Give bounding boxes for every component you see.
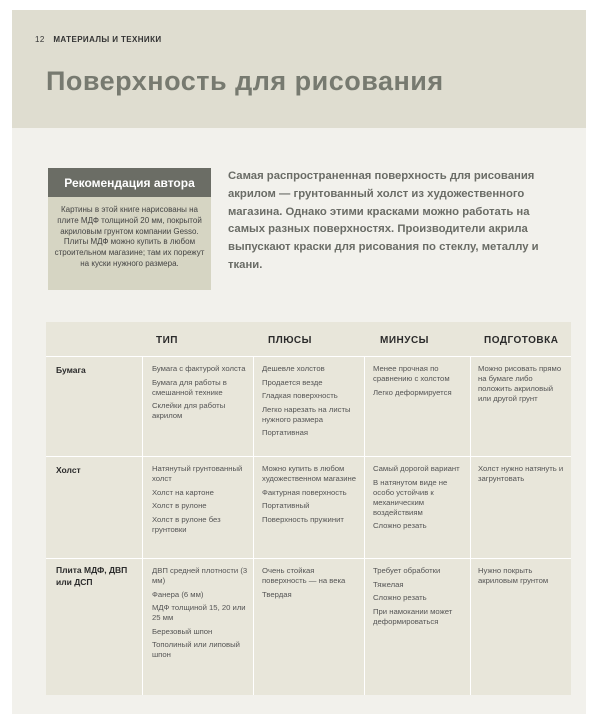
cell-board-pros [262,566,360,603]
list-item: Холст в рулоне без грунтовки [152,514,221,534]
list-item: Легко деформируется [373,387,452,397]
author-tip-body: Картины в этой книге нарисованы на плите МДФ толщиной 20 мм, покрытой акриловым грунтом компании Gesso. Плиты МДФ можно купить в любом строительном магазине; там их порежут на куски нужного размера. [54,205,205,268]
list-item: Очень стойкая поверхность — на века [262,566,346,585]
cell-board-type [152,566,248,664]
column-divider [364,356,365,695]
cell-canvas-prep [478,464,568,488]
cell-paper-pros [262,364,360,442]
list-item: Гладкая поверхность [262,391,338,400]
list-item: Портативный [262,501,310,510]
column-divider [253,356,254,695]
cell-canvas-pros [262,464,360,528]
list-item: Тяжелая [373,579,404,589]
page-title: Поверхность для рисования [46,66,444,96]
list-item: Склейки для работы акрилом [152,401,226,420]
list-item: Дешевле холстов [262,364,325,373]
row-divider [46,456,571,457]
running-head [35,35,162,44]
section-name: МАТЕРИАЛЫ И ТЕХНИКИ [53,35,162,44]
row-label-paper: Бумага [56,365,86,375]
cell-board-prep [478,566,568,590]
cell-canvas-cons [373,464,465,535]
list-item: Портативная [262,428,309,437]
list-item: МДФ толщиной 15, 20 или 25 мм [152,603,246,622]
author-tip-heading: Рекомендация автора [48,168,211,197]
list-item: Фактурная поверхность [262,487,347,497]
list-item: Продается везде [262,377,323,387]
row-divider [46,558,571,559]
list-item: Можно купить в любом художественном магазине [262,464,357,483]
intro-paragraph: Самая распространенная поверхность для рисования акрилом — грунтованный холст из художественного магазина. Однако этими красками можно работать на самых разных поверхностях. Производители акрила выпускают краски для рисования по стеклу, металлу и ткани. [228,170,539,271]
list-item: Нужно покрыть акриловым грунтом [478,566,549,585]
list-item: Самый дорогой вариант [373,464,460,473]
list-item: При намокании может деформироваться [373,606,453,626]
list-item: Бумага для работы в смешанной технике [152,377,227,397]
row-label-board: Плита МДФ, ДВП или ДСП [56,565,128,587]
list-item: Холст в рулоне [152,501,207,510]
page-number: 12 [35,35,45,44]
column-header-pros: ПЛЮСЫ [268,334,312,346]
column-header-cons: МИНУСЫ [380,334,429,346]
list-item: Сложно резать [373,593,427,602]
author-tip-box [48,168,211,290]
book-page [12,10,586,714]
cell-canvas-type [152,464,248,538]
column-header-type: ТИП [156,334,178,346]
list-item: Можно рисовать прямо на бумаге либо положить акриловый или другой грунт [478,364,562,403]
list-item: Требует обработки [373,566,441,575]
column-divider [142,356,143,695]
list-item: Фанера (6 мм) [152,589,204,599]
list-item: Легко нарезать на листы нужного размера [262,404,351,424]
list-item: Сложно резать [373,521,427,530]
cell-board-cons [373,566,465,630]
list-item: Натянутый грунтованный холст [152,464,243,483]
list-item: Холст нужно натянуть и загрунтовать [478,464,564,483]
list-item: Твердая [262,589,292,599]
column-header-prep: ПОДГОТОВКА [484,334,559,346]
surface-table [46,322,571,695]
list-item: Холст на картоне [152,487,214,497]
cell-paper-cons [373,364,465,401]
column-divider [470,356,471,695]
list-item: Березовый шпон [152,626,213,636]
row-label-canvas: Холст [56,465,81,475]
cell-paper-prep [478,364,568,408]
list-item: Тополиный или липовый шпон [152,640,240,659]
cell-paper-type [152,364,248,425]
list-item: В натянутом виде не особо устойчив к механическим воздействиям [373,477,448,517]
list-item: ДВП средней плотности (3 мм) [152,566,248,585]
list-item: Бумага с фактурой холста [152,364,246,373]
page-header [12,10,586,128]
list-item: Менее прочная по сравнению с холстом [373,364,450,383]
list-item: Поверхность пружинит [262,514,344,524]
row-divider [46,356,571,357]
